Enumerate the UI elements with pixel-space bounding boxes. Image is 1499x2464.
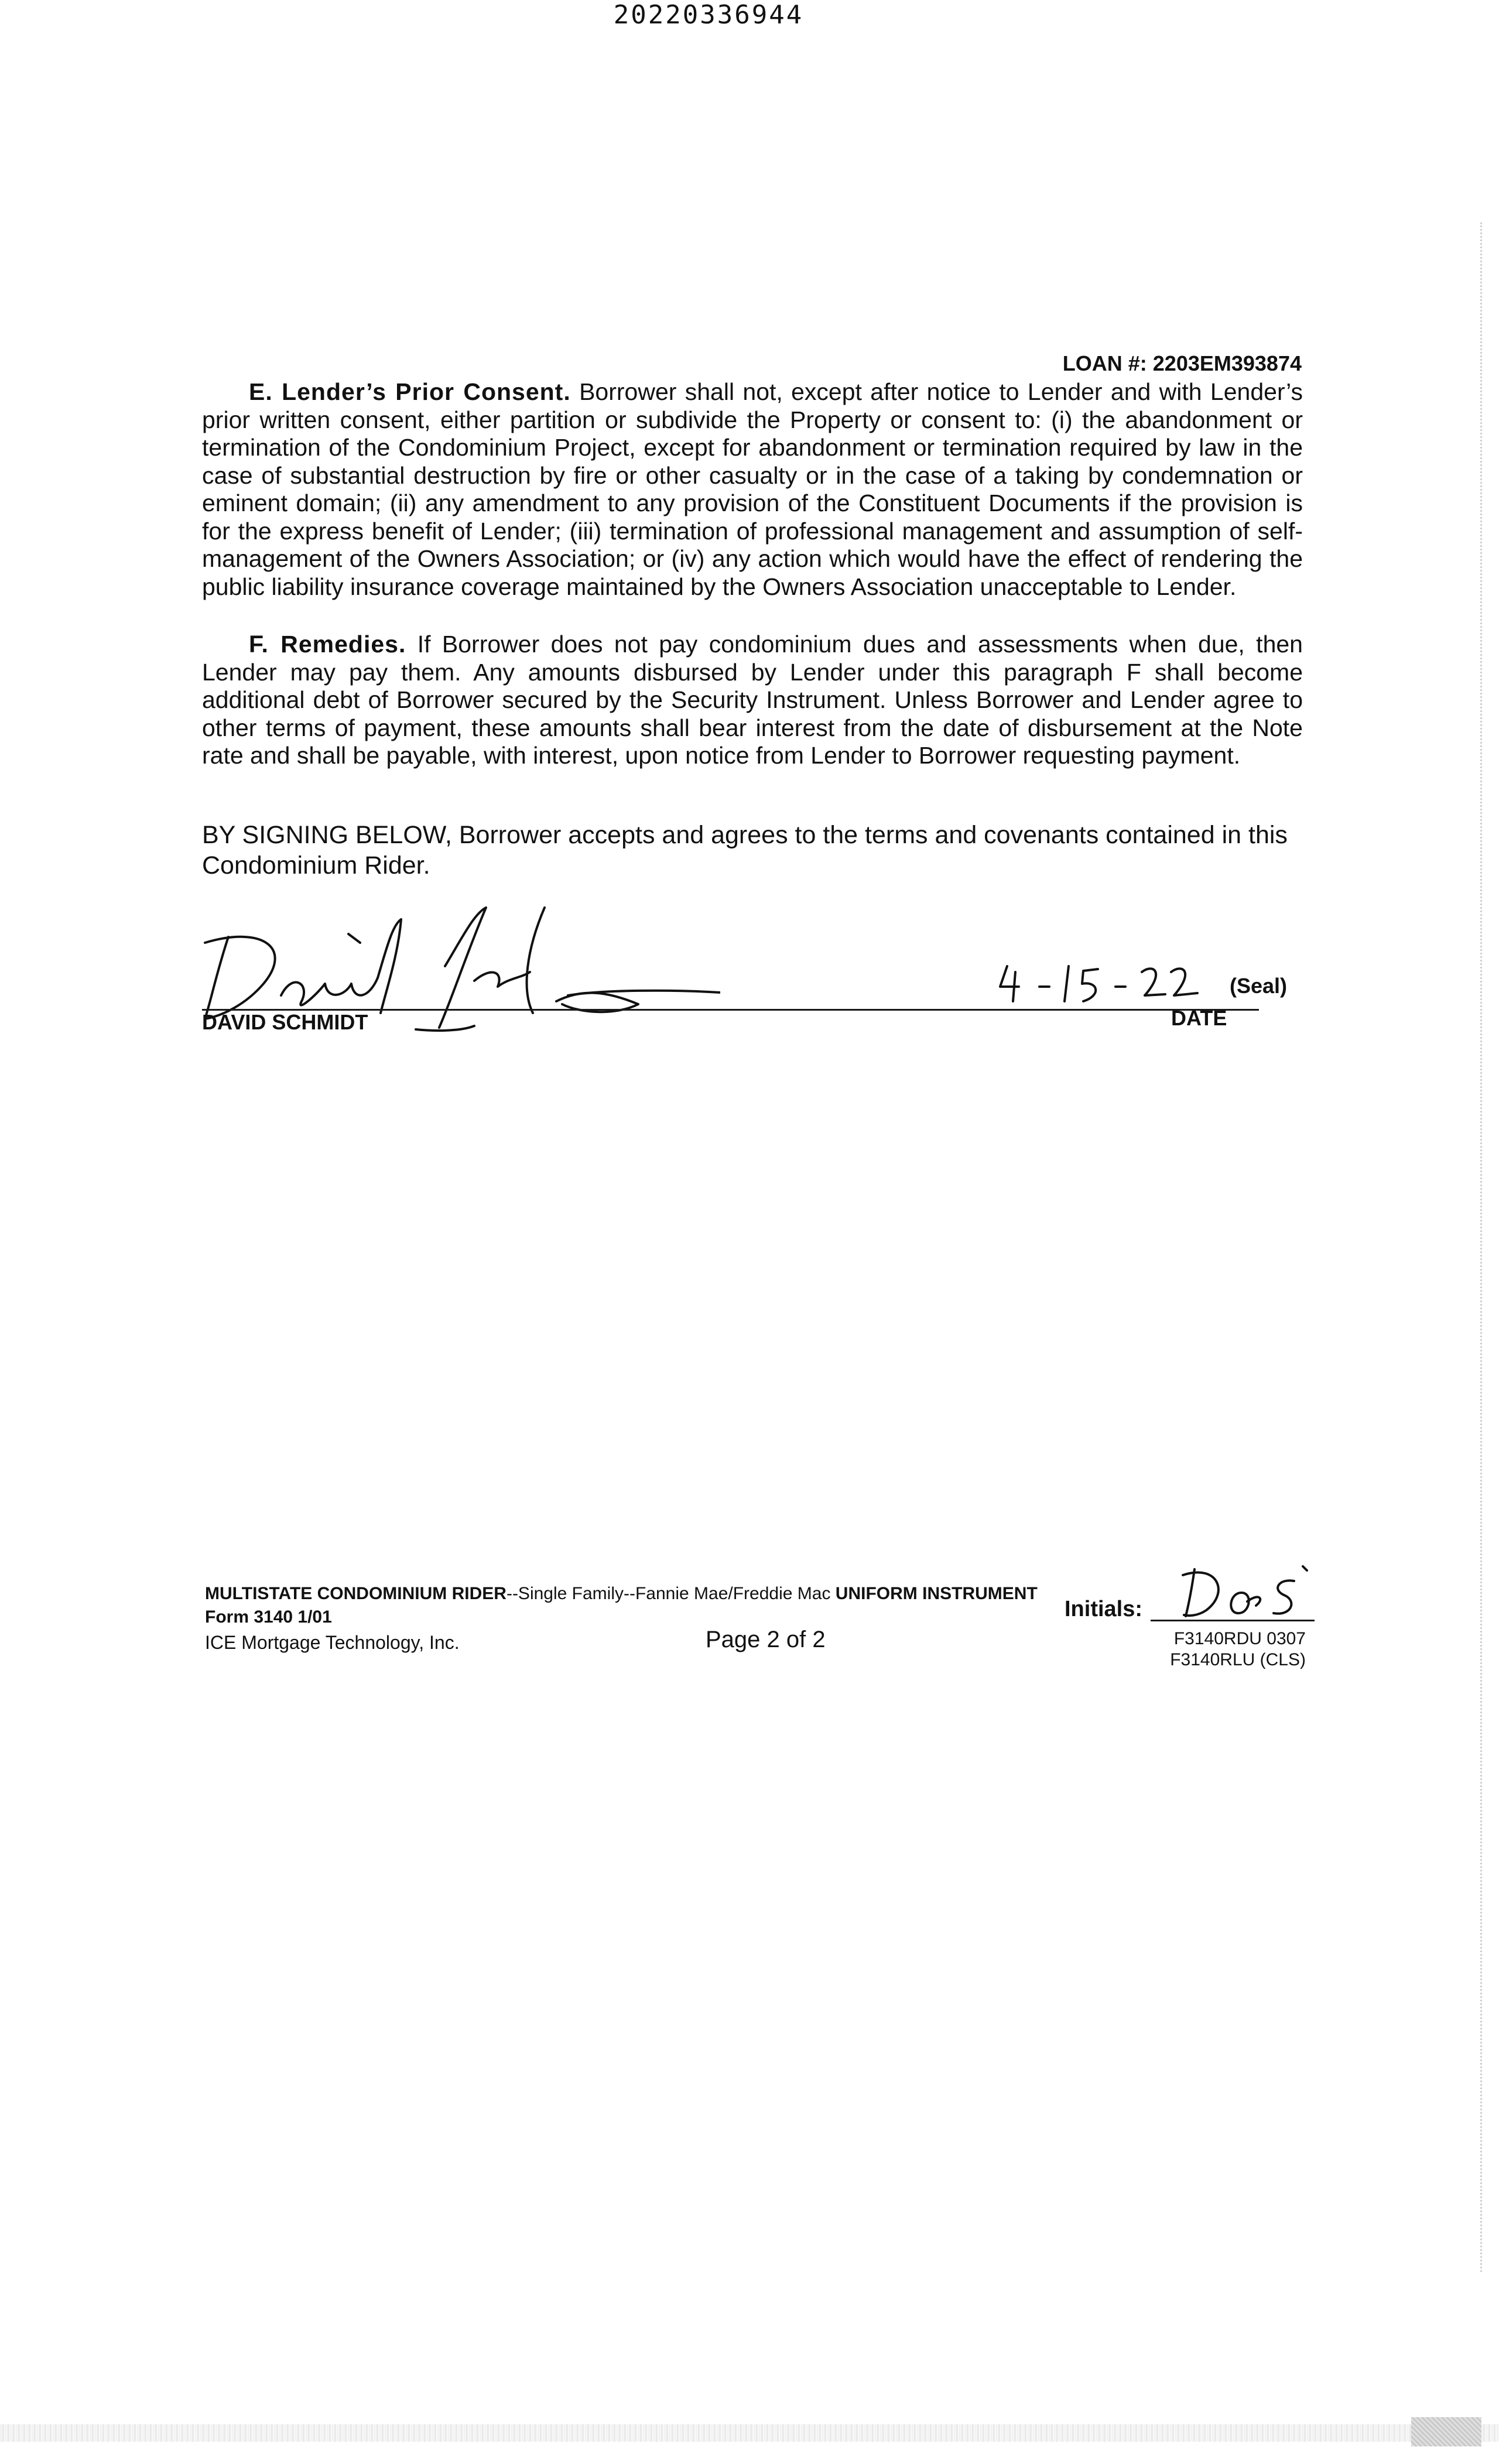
initials-line: [1151, 1620, 1315, 1621]
company-name: ICE Mortgage Technology, Inc.: [205, 1632, 460, 1653]
paragraph-e-heading: E. Lender’s Prior Consent.: [249, 378, 571, 405]
paragraph-e: [202, 378, 1303, 601]
handwritten-date-icon: [995, 954, 1218, 1007]
footer-form-title: [205, 1584, 1038, 1604]
footer-title-part-1: MULTISTATE CONDOMINIUM RIDER: [205, 1584, 506, 1603]
page-number: Page 2 of 2: [706, 1627, 826, 1652]
form-code-2: F3140RLU (CLS): [1170, 1650, 1306, 1669]
form-code-1: F3140RDU 0307: [1173, 1629, 1306, 1648]
seal-label: (Seal): [1230, 974, 1288, 998]
borrower-name: DAVID SCHMIDT: [202, 1010, 368, 1034]
scan-noise-bar: [0, 2424, 1499, 2442]
loan-number: LOAN #: 2203EM393874: [1062, 351, 1302, 375]
footer-title-part-2: --Single Family--Fannie Mae/Freddie Mac: [506, 1584, 831, 1603]
form-number: Form 3140 1/01: [205, 1607, 332, 1627]
scan-corner-mark: [1411, 2417, 1481, 2446]
initials-label: Initials:: [1065, 1597, 1143, 1621]
document-number: 20220336944: [613, 0, 804, 30]
paragraph-f-heading: F. Remedies.: [249, 631, 406, 658]
paragraph-e-text: Borrower shall not, except after notice to Lender and with Lender’s prior written consent, either partition or subdivide the Property or consent to: (i) the abandonment or termination of the Condominium Project, except for abandonment or termination required by law in the case of substantial destruction by fire or other casualty or in the case of a taking by condemnation or eminent domain; (ii) any amendment to any provision of the Constituent Documents if the provision is for the express benefit of Lender; (iii) termination of professional management and assumption of self-management of the Owners Association; or (iv) any action which would have the effect of rendering the public liability insurance coverage maintained by the Owners Association unacceptable to Lender.: [202, 378, 1303, 600]
signing-statement: BY SIGNING BELOW, Borrower accepts and agrees to the terms and covenants contained in this Condominium Rider.: [202, 821, 1288, 879]
date-label: DATE: [1171, 1006, 1227, 1030]
scan-edge-mark: [1480, 223, 1484, 2272]
footer-title-part-3: UNIFORM INSTRUMENT: [830, 1584, 1038, 1603]
paragraph-f-text: If Borrower does not pay condominium dues and assessments when due, then Lender may pay them. Any amounts disbursed by Lender under this paragraph F shall become additional debt of Borrower secured by the Security Instrument. Unless Borrower and Lender agree to other terms of payment, these amounts shall bear interest from the date of disbursement at the Note rate and shall be payable, with interest, upon notice from Lender to Borrower requesting payment.: [202, 631, 1303, 769]
borrower-initials-icon: [1177, 1558, 1317, 1622]
paragraph-f: [202, 631, 1303, 770]
